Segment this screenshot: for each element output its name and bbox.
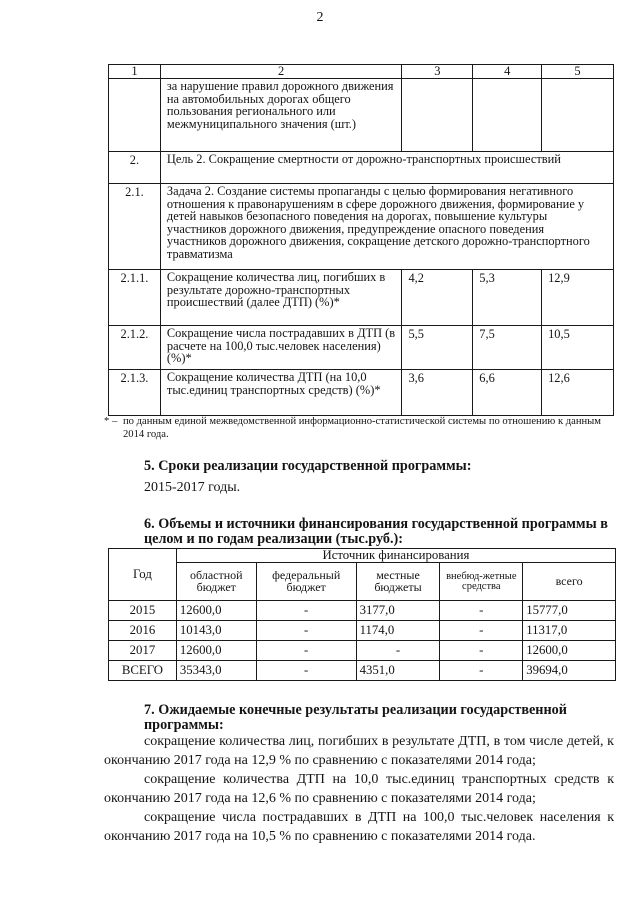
year-cell: 2017 xyxy=(109,641,177,661)
indicator-value: 5,3 xyxy=(473,270,542,326)
page-number: 2 xyxy=(316,10,324,25)
table-header-row xyxy=(109,549,616,563)
column-number-5: 5 xyxy=(542,65,614,79)
column-header-total: всего xyxy=(523,563,616,601)
column-number-4: 4 xyxy=(473,65,542,79)
goal-number: 2. xyxy=(109,152,161,184)
table-row-total xyxy=(109,661,616,681)
year-cell: ВСЕГО xyxy=(109,661,177,681)
task-number: 2.1. xyxy=(109,184,161,270)
indicator-row xyxy=(109,270,614,326)
cell-regional: 12600,0 xyxy=(176,601,256,621)
indicator-text: Сокращение числа пострадавших в ДТП (в расчете на 100,0 тыс.человек населения) (%)* xyxy=(160,326,402,370)
cell-extrabudgetary: - xyxy=(440,661,523,681)
indicator-row xyxy=(109,326,614,370)
cell-regional: 10143,0 xyxy=(176,621,256,641)
table-row xyxy=(109,601,616,621)
indicator-value: 10,5 xyxy=(542,326,614,370)
task-text: Задача 2. Создание системы пропаганды с целью формирования негативного отношения к правонарушениям в сфере дорожного движения, формирование у детей навыков безопасного поведения на дорогах, повышение культуры участников дорожного движения, предупреждение опасного поведения участников дорожного движения, сокращение детского дорожно-транспортного травматизма xyxy=(160,184,613,270)
indicator-value: 5,5 xyxy=(402,326,473,370)
year-cell: 2016 xyxy=(109,621,177,641)
year-cell: 2015 xyxy=(109,601,177,621)
indicator-row xyxy=(109,370,614,416)
column-number-3: 3 xyxy=(402,65,473,79)
indicator-text: Сокращение количества лиц, погибших в результате дорожно-транспортных происшествий (далее ДТП) (%)* xyxy=(160,270,402,326)
result-item: сокращение количества лиц, погибших в результате ДТП, в том числе детей, к окончанию 2017 года на 12,9 % по сравнению с показателями 2014 года; xyxy=(104,734,614,768)
goal-row xyxy=(109,152,614,184)
indicator-number: 2.1.2. xyxy=(109,326,161,370)
cell-local: 1174,0 xyxy=(356,621,440,641)
cell-extrabudgetary: - xyxy=(440,601,523,621)
indicator-value: 7,5 xyxy=(473,326,542,370)
footnote xyxy=(104,415,604,441)
indicator-value: 3,6 xyxy=(402,370,473,416)
result-item: сокращение количества ДТП на 10,0 тыс.единиц транспортных средств к окончанию 2017 года на 12,6 % по сравнению с показателями 2014 года; xyxy=(104,772,614,806)
cell-local: 4351,0 xyxy=(356,661,440,681)
column-number-2: 2 xyxy=(160,65,402,79)
table-subheader-row xyxy=(109,563,616,601)
cell-local: - xyxy=(356,641,440,661)
indicator-number: 2.1.3. xyxy=(109,370,161,416)
column-header-year: Год xyxy=(109,549,177,601)
cell-federal: - xyxy=(256,621,356,641)
table-header-row xyxy=(109,65,614,79)
continuation-cell: за нарушение правил дорожного движения на автомобильных дорогах общего пользования регионального или межмуниципального значения (шт.) xyxy=(160,79,402,152)
cell-local: 3177,0 xyxy=(356,601,440,621)
column-number-1: 1 xyxy=(109,65,161,79)
cell-total: 11317,0 xyxy=(523,621,616,641)
cell-extrabudgetary: - xyxy=(440,641,523,661)
cell-federal: - xyxy=(256,641,356,661)
indicators-table xyxy=(108,64,614,416)
section-7-title: 7. Ожидаемые конечные результаты реализации государственной программы: xyxy=(144,702,567,733)
footnote-mark: * – xyxy=(104,416,118,427)
cell-total: 12600,0 xyxy=(523,641,616,661)
column-header-federal: федеральный бюджет xyxy=(256,563,356,601)
table-row xyxy=(109,79,614,152)
task-row xyxy=(109,184,614,270)
cell-total: 15777,0 xyxy=(523,601,616,621)
column-group-header: Источник финансирования xyxy=(176,549,615,563)
section-6-title: 6. Объемы и источники финансирования государственной программы в целом и по годам реализации (тыс.руб.): xyxy=(144,516,608,547)
result-item: сокращение числа пострадавших в ДТП на 100,0 тыс.человек населения к окончанию 2017 года на 10,5 % по сравнению с показателями 2014 года. xyxy=(104,810,614,844)
section-5-text: 2015-2017 годы. xyxy=(144,480,241,495)
column-header-extrabudgetary: внебюд-жетные средства xyxy=(440,563,523,601)
cell-regional: 12600,0 xyxy=(176,641,256,661)
table-row xyxy=(109,621,616,641)
cell-federal: - xyxy=(256,601,356,621)
cell-total: 39694,0 xyxy=(523,661,616,681)
cell-extrabudgetary: - xyxy=(440,621,523,641)
indicator-value: 12,6 xyxy=(542,370,614,416)
column-header-regional: областной бюджет xyxy=(176,563,256,601)
financing-table xyxy=(108,548,616,681)
section-5-title: 5. Сроки реализации государственной программы: xyxy=(144,458,472,474)
indicator-value: 4,2 xyxy=(402,270,473,326)
column-header-local: местные бюджеты xyxy=(356,563,440,601)
indicator-value: 6,6 xyxy=(473,370,542,416)
indicator-number: 2.1.1. xyxy=(109,270,161,326)
goal-text: Цель 2. Сокращение смертности от дорожно-транспортных происшествий xyxy=(160,152,613,184)
footnote-text: по данным единой межведомственной информационно-статистической системы по отношению к данным 2014 года. xyxy=(123,416,601,440)
indicator-text: Сокращение количества ДТП (на 10,0 тыс.единиц транспортных средств) (%)* xyxy=(160,370,402,416)
table-row xyxy=(109,641,616,661)
cell-federal: - xyxy=(256,661,356,681)
cell-regional: 35343,0 xyxy=(176,661,256,681)
indicator-value: 12,9 xyxy=(542,270,614,326)
